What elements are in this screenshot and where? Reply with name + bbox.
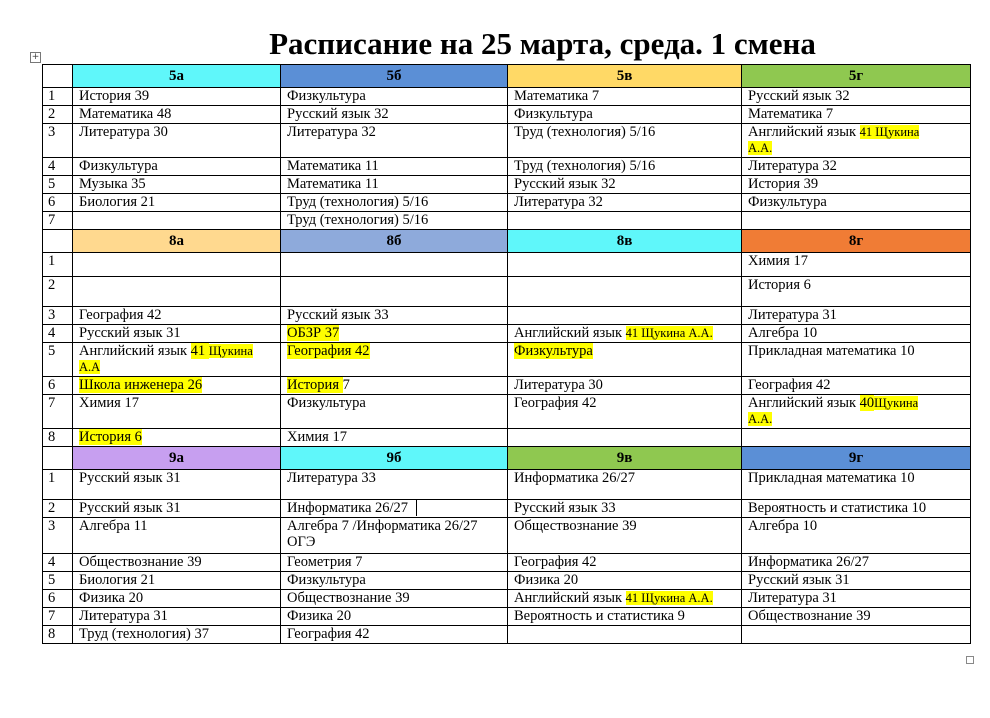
header-blank-cell — [43, 447, 73, 470]
lesson-text: Химия 17 — [79, 395, 139, 411]
lesson-number: 1 — [43, 253, 73, 277]
lesson-text: Вероятность и статистика 10 — [748, 500, 927, 516]
lesson-number: 4 — [43, 325, 73, 343]
lesson-text: Информатика 26/27 — [748, 554, 870, 570]
lesson-cell[interactable] — [508, 106, 742, 124]
lesson-text: Алгебра 10 — [748, 518, 818, 534]
lesson-text: 41 Щукина А.А. — [625, 326, 713, 340]
lesson-cell[interactable] — [281, 106, 508, 124]
lesson-cell[interactable] — [73, 307, 281, 325]
lesson-cell[interactable] — [508, 343, 742, 377]
lesson-cell[interactable] — [281, 194, 508, 212]
lesson-text: Физкультура — [748, 194, 827, 210]
lesson-number: 2 — [43, 106, 73, 124]
lesson-number: 5 — [43, 343, 73, 377]
class-header[interactable]: 5г — [742, 65, 971, 88]
lesson-cell[interactable] — [73, 572, 281, 590]
lesson-cell[interactable] — [742, 176, 971, 194]
lesson-text: Химия 17 — [748, 253, 808, 269]
lesson-number: 8 — [43, 626, 73, 644]
lesson-text: География 42 — [79, 307, 162, 323]
class-header[interactable]: 9а — [73, 447, 281, 470]
lesson-cell[interactable] — [508, 277, 742, 307]
lesson-cell[interactable] — [73, 500, 281, 518]
class-header[interactable]: 5а — [73, 65, 281, 88]
lesson-number: 7 — [43, 395, 73, 429]
lesson-cell[interactable] — [281, 88, 508, 106]
lesson-cell[interactable] — [508, 212, 742, 230]
lesson-text: Физика 20 — [514, 572, 579, 588]
lesson-cell[interactable] — [742, 470, 971, 500]
lesson-text: Русский язык 33 — [287, 307, 389, 323]
lesson-cell[interactable] — [73, 429, 281, 447]
schedule-table — [42, 64, 971, 644]
lesson-text: Физкультура — [287, 572, 366, 588]
table-row — [43, 176, 971, 194]
page-title: Расписание на 25 марта, среда. 1 смена — [269, 26, 816, 61]
lesson-text: Прикладная математика 10 — [748, 470, 915, 486]
lesson-text: Русский язык 31 — [79, 500, 181, 516]
lesson-text: Прикладная математика 10 — [748, 343, 915, 359]
lesson-text: История 39 — [79, 88, 150, 104]
lesson-cell[interactable] — [742, 277, 971, 307]
lesson-cell[interactable] — [73, 212, 281, 230]
lesson-cell[interactable] — [281, 470, 508, 500]
class-header[interactable]: 8в — [508, 230, 742, 253]
lesson-text: Литература 33 — [287, 470, 376, 486]
lesson-text: Алгебра 10 — [748, 325, 818, 341]
class-header[interactable]: 8а — [73, 230, 281, 253]
lesson-text: Русский язык 31 — [79, 325, 181, 341]
table-row — [43, 277, 971, 307]
header-blank-cell — [43, 65, 73, 88]
lesson-text: Труд (технология) 5/16 — [514, 158, 656, 174]
lesson-cell[interactable] — [73, 88, 281, 106]
lesson-cell[interactable] — [508, 88, 742, 106]
lesson-cell[interactable] — [742, 158, 971, 176]
lesson-cell[interactable] — [281, 343, 508, 377]
lesson-cell[interactable] — [508, 429, 742, 447]
lesson-number: 3 — [43, 307, 73, 325]
lesson-cell[interactable] — [281, 554, 508, 572]
lesson-text: Математика 7 — [748, 106, 834, 122]
lesson-cell[interactable] — [742, 194, 971, 212]
lesson-cell[interactable] — [73, 253, 281, 277]
lesson-cell[interactable] — [73, 106, 281, 124]
table-row — [43, 590, 971, 608]
table-row — [43, 572, 971, 590]
lesson-text: Литература 32 — [287, 124, 376, 140]
class-header-row — [43, 447, 971, 470]
lesson-text: А.А — [79, 360, 101, 374]
class-header[interactable]: 8б — [281, 230, 508, 253]
lesson-cell[interactable] — [73, 518, 281, 554]
lesson-text: География 42 — [748, 377, 831, 393]
lesson-text: А.А. — [748, 412, 773, 426]
lesson-cell[interactable] — [508, 124, 742, 158]
table-row — [43, 470, 971, 500]
lesson-cell[interactable] — [281, 307, 508, 325]
lesson-cell[interactable] — [742, 554, 971, 572]
lesson-cell[interactable] — [73, 158, 281, 176]
table-row — [43, 325, 971, 343]
lesson-cell[interactable] — [742, 626, 971, 644]
lesson-cell[interactable] — [281, 500, 508, 518]
lesson-number: 6 — [43, 194, 73, 212]
lesson-text: Алгебра 7 /Информатика 26/27 — [287, 518, 478, 534]
lesson-text: Физкультура — [79, 158, 158, 174]
lesson-text: Литература 30 — [79, 124, 168, 140]
lesson-text: ОБЗР 37 — [287, 325, 340, 341]
lesson-text: Биология 21 — [79, 572, 156, 588]
lesson-text: Физкультура — [287, 88, 366, 104]
lesson-text: Литература 31 — [79, 608, 168, 624]
lesson-cell[interactable] — [73, 626, 281, 644]
lesson-number: 8 — [43, 429, 73, 447]
header-blank-cell — [43, 230, 73, 253]
lesson-cell[interactable] — [281, 572, 508, 590]
lesson-text: Математика 11 — [287, 158, 379, 174]
lesson-cell[interactable] — [281, 325, 508, 343]
lesson-cell[interactable] — [742, 572, 971, 590]
lesson-number: 3 — [43, 124, 73, 158]
class-header[interactable]: 9г — [742, 447, 971, 470]
lesson-cell[interactable] — [508, 500, 742, 518]
lesson-cell[interactable] — [281, 626, 508, 644]
lesson-text: ОГЭ — [287, 534, 316, 550]
lesson-text: 41 Щукина А.А. — [625, 591, 713, 605]
lesson-cell[interactable] — [742, 106, 971, 124]
lesson-cell[interactable] — [742, 395, 971, 429]
lesson-text: 41 — [190, 343, 209, 359]
lesson-cell[interactable] — [73, 608, 281, 626]
table-row — [43, 212, 971, 230]
lesson-text: Русский язык 33 — [514, 500, 616, 516]
lesson-cell[interactable] — [73, 194, 281, 212]
lesson-cell[interactable] — [73, 176, 281, 194]
lesson-number: 5 — [43, 176, 73, 194]
lesson-text: Английский язык — [514, 590, 626, 606]
lesson-text: Обществознание 39 — [79, 554, 202, 570]
table-row — [43, 106, 971, 124]
lesson-cell[interactable] — [742, 377, 971, 395]
table-row — [43, 500, 971, 518]
lesson-text: Математика 48 — [79, 106, 172, 122]
lesson-text: 40 — [859, 395, 875, 411]
lesson-cell[interactable] — [742, 608, 971, 626]
table-move-handle-icon[interactable]: + — [31, 52, 40, 62]
lesson-cell[interactable] — [281, 590, 508, 608]
table-resize-handle-icon[interactable] — [966, 656, 974, 664]
lesson-number: 1 — [43, 88, 73, 106]
lesson-text: Обществознание 39 — [748, 608, 871, 624]
lesson-cell[interactable] — [742, 343, 971, 377]
lesson-number: 4 — [43, 554, 73, 572]
lesson-text: Труд (технология) 5/16 — [287, 212, 429, 228]
lesson-cell[interactable] — [508, 518, 742, 554]
lesson-number: 6 — [43, 377, 73, 395]
lesson-number: 6 — [43, 590, 73, 608]
lesson-cell[interactable] — [281, 518, 508, 554]
lesson-cell[interactable] — [508, 590, 742, 608]
lesson-cell[interactable] — [508, 194, 742, 212]
lesson-cell[interactable] — [73, 590, 281, 608]
lesson-cell[interactable] — [281, 124, 508, 158]
lesson-text: Литература 32 — [748, 158, 837, 174]
lesson-cell[interactable] — [508, 395, 742, 429]
lesson-cell[interactable] — [73, 124, 281, 158]
lesson-text: Русский язык 32 — [514, 176, 616, 192]
lesson-cell[interactable] — [742, 590, 971, 608]
lesson-cell[interactable] — [73, 343, 281, 377]
lesson-cell[interactable] — [742, 307, 971, 325]
lesson-cell[interactable] — [281, 176, 508, 194]
lesson-text: Английский язык — [79, 343, 191, 359]
class-header-row — [43, 230, 971, 253]
table-row — [43, 377, 971, 395]
table-row — [43, 343, 971, 377]
lesson-text: Физика 20 — [287, 608, 352, 624]
lesson-text: География 42 — [514, 395, 597, 411]
lesson-number: 3 — [43, 518, 73, 554]
table-row — [43, 429, 971, 447]
lesson-text: География 42 — [287, 343, 370, 359]
lesson-text: Обществознание 39 — [287, 590, 410, 606]
class-header[interactable]: 5в — [508, 65, 742, 88]
lesson-text: География 42 — [514, 554, 597, 570]
class-header-row — [43, 65, 971, 88]
lesson-text: Труд (технология) 37 — [79, 626, 209, 642]
lesson-cell[interactable] — [281, 395, 508, 429]
lesson-cell[interactable] — [742, 518, 971, 554]
lesson-text: Щукина — [208, 344, 253, 358]
class-header[interactable]: 9б — [281, 447, 508, 470]
table-row — [43, 626, 971, 644]
lesson-number: 2 — [43, 277, 73, 307]
table-row — [43, 307, 971, 325]
lesson-text: Школа инженера 26 — [79, 377, 203, 393]
lesson-text: Химия 17 — [287, 429, 347, 445]
lesson-text: Русский язык 31 — [748, 572, 850, 588]
lesson-cell[interactable] — [742, 88, 971, 106]
lesson-cell[interactable] — [281, 277, 508, 307]
lesson-cell[interactable] — [508, 572, 742, 590]
lesson-number: 2 — [43, 500, 73, 518]
lesson-cell[interactable] — [742, 253, 971, 277]
lesson-cell[interactable] — [742, 500, 971, 518]
lesson-text: А.А. — [748, 141, 773, 155]
lesson-text: Алгебра 11 — [79, 518, 148, 534]
lesson-text: Физкультура — [514, 106, 593, 122]
lesson-cell[interactable] — [508, 307, 742, 325]
lesson-cell[interactable] — [508, 325, 742, 343]
lesson-text: География 42 — [287, 626, 370, 642]
lesson-text: Информатика 26/27 — [514, 470, 636, 486]
lesson-text: Английский язык — [514, 325, 626, 341]
table-row — [43, 88, 971, 106]
lesson-number: 7 — [43, 212, 73, 230]
lesson-text: Английский язык — [748, 124, 860, 140]
table-row — [43, 608, 971, 626]
lesson-text: Щукина — [874, 396, 919, 410]
lesson-text: Литература 31 — [748, 590, 837, 606]
lesson-text: Литература 32 — [514, 194, 603, 210]
lesson-text: Физкультура — [287, 395, 366, 411]
lesson-text: Геометрия 7 — [287, 554, 363, 570]
lesson-cell[interactable] — [73, 325, 281, 343]
lesson-text: Труд (технология) 5/16 — [287, 194, 429, 210]
table-row — [43, 124, 971, 158]
lesson-text: Русский язык 32 — [287, 106, 389, 122]
lesson-cell[interactable] — [742, 212, 971, 230]
schedule-body — [43, 65, 971, 644]
table-row — [43, 194, 971, 212]
lesson-cell[interactable] — [281, 158, 508, 176]
lesson-text: Английский язык — [748, 395, 860, 411]
lesson-text: Русский язык 32 — [748, 88, 850, 104]
lesson-cell[interactable] — [508, 377, 742, 395]
lesson-cell[interactable] — [73, 377, 281, 395]
lesson-number: 5 — [43, 572, 73, 590]
table-row — [43, 395, 971, 429]
lesson-text: Физкультура — [514, 343, 593, 359]
lesson-cell[interactable] — [281, 212, 508, 230]
lesson-text: 41 Щукина — [859, 125, 920, 139]
lesson-number: 4 — [43, 158, 73, 176]
class-header[interactable]: 8г — [742, 230, 971, 253]
lesson-cell[interactable] — [73, 395, 281, 429]
lesson-text: Музыка 35 — [79, 176, 146, 192]
lesson-cell[interactable] — [281, 377, 508, 395]
lesson-cell[interactable] — [508, 554, 742, 572]
lesson-cell[interactable] — [508, 470, 742, 500]
lesson-text: История 6 — [748, 277, 811, 293]
lesson-cell[interactable] — [742, 429, 971, 447]
table-row — [43, 554, 971, 572]
lesson-text: Биология 21 — [79, 194, 156, 210]
lesson-text: История 6 — [79, 429, 142, 445]
lesson-text: История 39 — [748, 176, 819, 192]
lesson-text: Литература 30 — [514, 377, 603, 393]
lesson-cell[interactable] — [508, 176, 742, 194]
table-row — [43, 253, 971, 277]
lesson-text: Физика 20 — [79, 590, 144, 606]
lesson-cell[interactable] — [73, 470, 281, 500]
lesson-text: Вероятность и статистика 9 — [514, 608, 685, 624]
lesson-text: История — [287, 377, 343, 393]
lesson-text: Труд (технология) 5/16 — [514, 124, 656, 140]
class-header[interactable]: 5б — [281, 65, 508, 88]
lesson-cell[interactable] — [281, 608, 508, 626]
lesson-cell[interactable] — [742, 325, 971, 343]
table-row — [43, 518, 971, 554]
lesson-cell[interactable] — [73, 277, 281, 307]
lesson-cell[interactable] — [742, 124, 971, 158]
lesson-text: 7 — [342, 377, 350, 393]
lesson-cell[interactable] — [73, 554, 281, 572]
lesson-cell[interactable] — [508, 626, 742, 644]
lesson-cell[interactable] — [508, 253, 742, 277]
lesson-cell[interactable] — [508, 608, 742, 626]
lesson-text: Литература 31 — [748, 307, 837, 323]
text-cursor — [416, 500, 417, 516]
lesson-text: Обществознание 39 — [514, 518, 637, 534]
lesson-number: 1 — [43, 470, 73, 500]
lesson-cell[interactable] — [281, 429, 508, 447]
lesson-cell[interactable] — [281, 253, 508, 277]
lesson-text: Математика 11 — [287, 176, 379, 192]
table-row — [43, 158, 971, 176]
lesson-text: Информатика 26/27 — [287, 500, 409, 516]
lesson-text: Русский язык 31 — [79, 470, 181, 486]
lesson-text: Математика 7 — [514, 88, 600, 104]
class-header[interactable]: 9в — [508, 447, 742, 470]
lesson-cell[interactable] — [508, 158, 742, 176]
lesson-number: 7 — [43, 608, 73, 626]
